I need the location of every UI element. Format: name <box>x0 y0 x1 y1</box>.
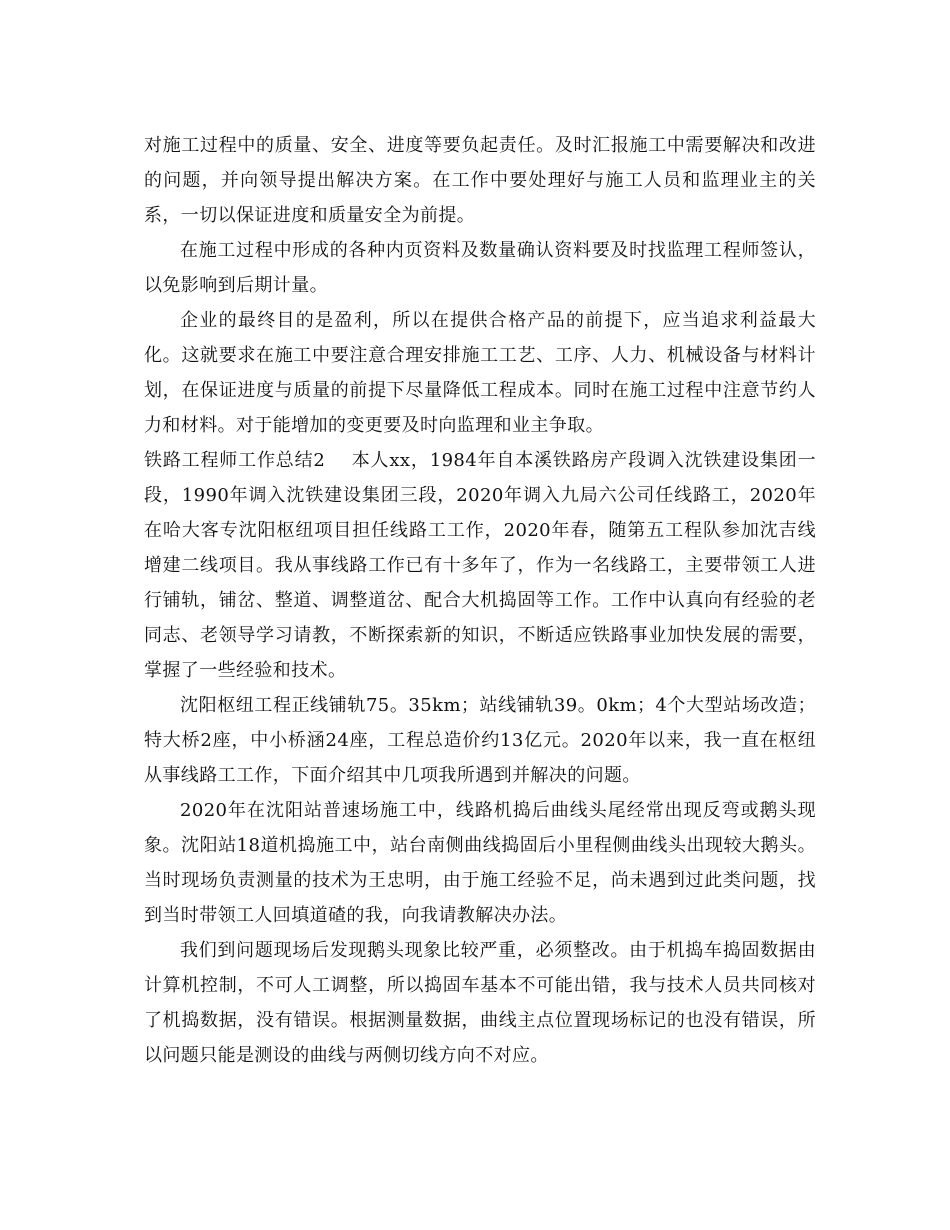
paragraph-documentation: 在施工过程中形成的各种内页资料及数量确认资料要及时找监理工程师签认，以免影响到后期计量。 <box>144 240 816 296</box>
paragraph-analysis: 我们到问题现场后发现鹅头现象比较严重，必须整改。由于机捣车捣固数据由计算机控制，不可人工调整，所以捣固车基本不可能出错，我与技术人员共同核对了机捣数据，没有错误。根据测量数据，曲线主点位置现场标记的也没有错误，所以问题只能是测设的曲线与两侧切线方向不对应。 <box>144 940 816 1066</box>
paragraph-summary-2 <box>144 443 816 688</box>
paragraph-responsibility: 对施工过程中的质量、安全、进度等要负起责任。及时汇报施工中需要解决和改进的问题，并向领导提出解决方案。在工作中要处理好与施工人员和监理业主的关系，一切以保证进度和质量安全为前提。 <box>144 135 816 226</box>
section-title: 铁路工程师工作总结2 <box>144 450 326 471</box>
paragraph-profit: 企业的最终目的是盈利，所以在提供合格产品的前提下，应当追求利益最大化。这就要求在施工中要注意合理安排施工工艺、工序、人力、机械设备与材料计划，在保证进度与质量的前提下尽量降低工程成本。同时在施工过程中注意节约人力和材料。对于能增加的变更要及时向监理和业主争取。 <box>144 310 816 436</box>
section-intro-text: 本人xx，1984年自本溪铁路房产段调入沈铁建设集团一段，1990年调入沈铁建设集团三段，2020年调入九局六公司任线路工，2020年在哈大客专沈阳枢纽项目担任线路工工作，2020年春，随第五工程队参加沈吉线增建二线项目。我从事线路工作已有十多年了，作为一名线路工，主要带领工人进行铺轨，铺岔、整道、调整道岔、配合大机捣固等工作。工作中认真向有经验的老同志、老领导学习请教，不断探索新的知识，不断适应铁路事业加快发展的需要，掌握了一些经验和技术。 <box>144 450 816 681</box>
paragraph-problem-case: 2020年在沈阳站普速场施工中，线路机捣后曲线头尾经常出现反弯或鹅头现象。沈阳站18道机捣施工中，站台南侧曲线捣固后小里程侧曲线头出现较大鹅头。当时现场负责测量的技术为王忠明，由于施工经验不足，尚未遇到过此类问题，找到当时带领工人回填道碴的我，向我请教解决办法。 <box>144 800 816 926</box>
document-body <box>144 128 816 1073</box>
paragraph-project-scope: 沈阳枢纽工程正线铺轨75。35km；站线铺轨39。0km；4个大型站场改造；特大桥2座，中小桥涵24座，工程总造价约13亿元。2020年以来，我一直在枢纽从事线路工工作，下面介绍其中几项我所遇到并解决的问题。 <box>144 695 816 786</box>
